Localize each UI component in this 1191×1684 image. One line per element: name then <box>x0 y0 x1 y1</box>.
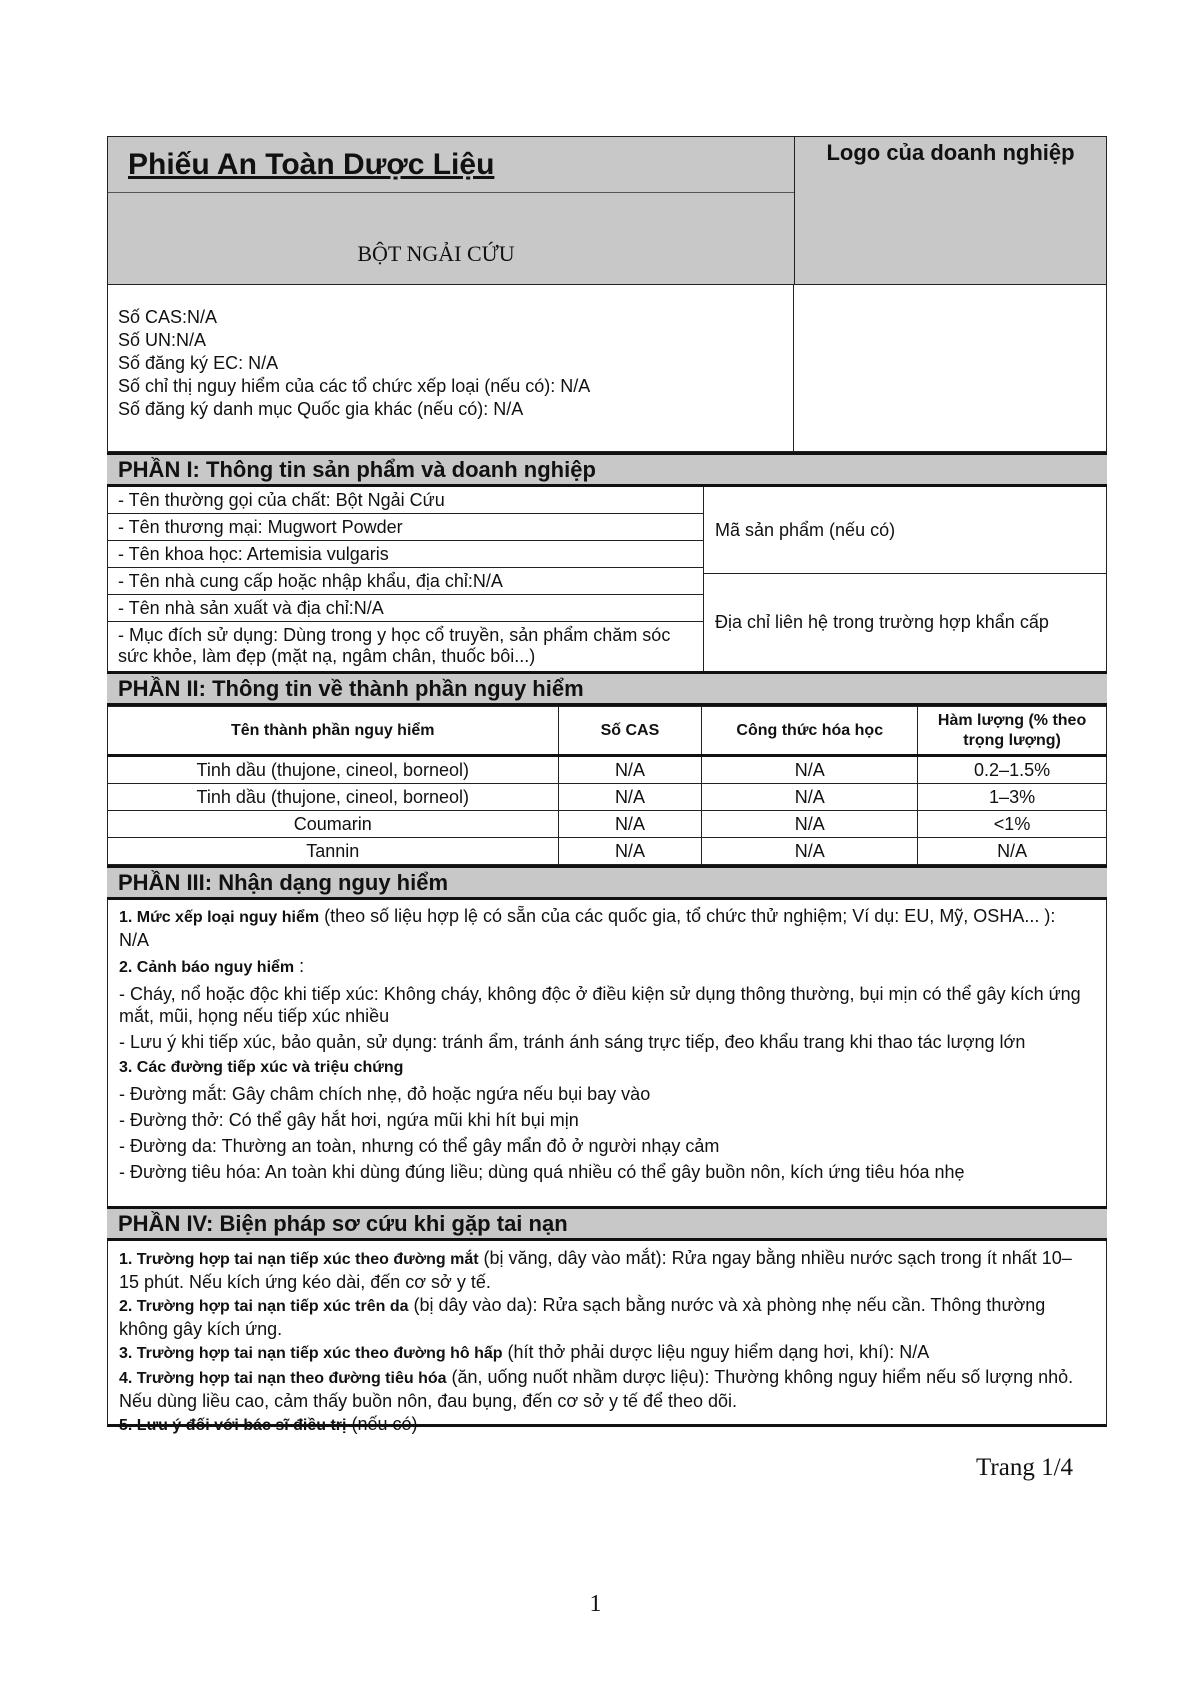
identifier-list <box>108 285 794 451</box>
part2-heading: PHẦN II: Thông tin về thành phần nguy hiểm <box>107 671 1107 706</box>
physician-note <box>119 1413 1088 1437</box>
col-formula: Công thức hóa học <box>702 707 918 756</box>
cell: N/A <box>702 756 918 784</box>
supplier: - Tên nhà cung cấp hoặc nhập khẩu, địa chỉ:N/A <box>108 568 703 595</box>
title-cell <box>108 137 794 193</box>
route-inhalation: - Đường thở: Có thể gây hắt hơi, ngứa mũi khi hít bụi mịn <box>119 1110 579 1130</box>
table-row <box>108 784 1107 811</box>
hazard-warning-colon: : <box>294 956 305 976</box>
col-component: Tên thành phần nguy hiểm <box>108 707 559 756</box>
cell: <1% <box>918 811 1107 838</box>
logo-placeholder: Logo của doanh nghiệp <box>795 137 1106 284</box>
part1-right <box>704 487 1106 671</box>
header <box>107 136 1107 285</box>
cell: N/A <box>918 838 1107 865</box>
header-left <box>108 137 795 284</box>
part3-heading: PHẦN III: Nhận dạng nguy hiểm <box>107 865 1107 900</box>
cell: N/A <box>558 838 702 865</box>
part1-heading: PHẦN I: Thông tin sản phẩm và doanh nghiệp <box>107 452 1107 487</box>
first-aid-skin <box>119 1294 1088 1340</box>
page-number: 1 <box>589 1591 602 1617</box>
physician-note-label: 5. Lưu ý đối với bác sĩ điều trị <box>119 1417 347 1434</box>
part4-body <box>107 1241 1107 1434</box>
col-cas: Số CAS <box>558 707 702 756</box>
trade-name: - Tên thương mại: Mugwort Powder <box>108 514 703 541</box>
identifier-right-blank <box>794 285 1106 451</box>
first-aid-inhalation-label: 3. Trường hợp tai nạn tiếp xúc theo đường hô hấp <box>119 1345 503 1362</box>
route-skin: - Đường da: Thường an toàn, nhưng có thể gây mẩn đỏ ở người nhạy cảm <box>119 1136 720 1156</box>
first-aid-skin-text: (bị dây vào da): Rửa sạch bằng nước và xà phòng nhẹ nếu cần. Thông thường không gây kích ứng. <box>119 1295 1046 1339</box>
first-aid-inhalation <box>119 1341 1088 1365</box>
classification-text: (theo số liệu hợp lệ có sẵn của các quốc gia, tổ chức thử nghiệm; Ví dụ: EU, Mỹ, OSHA... ): N/A <box>119 906 1056 950</box>
classification <box>119 905 1088 951</box>
fire-toxicity: - Cháy, nổ hoặc độc khi tiếp xúc: Không cháy, không độc ở điều kiện sử dụng thông thường, bụi mịn có thể gây kích ứng mắt, mũi, họng nếu tiếp xúc nhiều <box>119 984 1081 1026</box>
col-content: Hàm lượng (% theo trọng lượng) <box>918 707 1107 756</box>
classification-label: 1. Mức xếp loại nguy hiểm <box>119 909 320 926</box>
cell: N/A <box>558 756 702 784</box>
cell: N/A <box>558 811 702 838</box>
un-number: Số UN:N/A <box>118 330 207 350</box>
table-row <box>108 838 1107 865</box>
intended-use: - Mục đích sử dụng: Dùng trong y học cổ truyền, sản phẩm chăm sóc sức khỏe, làm đẹp (mặt nạ, ngâm chân, thuốc bôi...) <box>118 625 671 666</box>
cell: N/A <box>702 784 918 811</box>
part3-body <box>107 900 1107 1206</box>
exposure-routes-label: 3. Các đường tiếp xúc và triệu chứng <box>119 1059 404 1076</box>
handling-notes: - Lưu ý khi tiếp xúc, bảo quản, sử dụng: tránh ẩm, tránh ánh sáng trực tiếp, đeo khẩu trang khi thao tác lượng lớn <box>119 1032 1026 1052</box>
part1-left <box>108 487 704 671</box>
cell: N/A <box>702 838 918 865</box>
first-aid-ingestion-text: (ăn, uống nuốt nhầm dược liệu): Thường không nguy hiểm nếu số lượng nhỏ. Nếu dùng liều cao, cảm thấy buồn nôn, đau bụng, đến cơ sở y tế để theo dõi. <box>119 1367 1074 1411</box>
document-title: Phiếu An Toàn Dược Liệu <box>128 147 495 181</box>
first-aid-eye <box>119 1247 1088 1293</box>
hazard-index: Số chỉ thị nguy hiểm của các tổ chức xếp loại (nếu có): N/A <box>118 376 591 396</box>
part4-heading: PHẦN IV: Biện pháp sơ cứu khi gặp tai nạn <box>107 1206 1107 1241</box>
cell: Tinh dầu (thujone, cineol, borneol) <box>108 784 559 811</box>
table-header <box>108 707 1107 756</box>
page-counter: Trang 1/4 <box>976 1454 1074 1481</box>
cas-number: Số CAS:N/A <box>118 307 218 327</box>
identifier-box <box>107 285 1107 452</box>
cell: N/A <box>558 784 702 811</box>
safety-data-sheet <box>107 136 1107 1434</box>
route-ingestion: - Đường tiêu hóa: An toàn khi dùng đúng liều; dùng quá nhiều có thể gây buồn nôn, kích ứng tiêu hóa nhẹ <box>119 1162 965 1182</box>
first-aid-inhalation-text: (hít thở phải dược liệu nguy hiểm dạng hơi, khí): N/A <box>502 1342 930 1362</box>
cell: N/A <box>702 811 918 838</box>
product-code: Mã sản phẩm (nếu có) <box>704 487 1106 574</box>
national-registry: Số đăng ký danh mục Quốc gia khác (nếu có): N/A <box>118 399 524 419</box>
product-name: BỘT NGẢI CỨU <box>108 193 794 284</box>
cell: 1–3% <box>918 784 1107 811</box>
first-aid-eye-text: (bị văng, dây vào mắt): Rửa ngay bằng nhiều nước sạch trong ít nhất 10–15 phút. Nếu kích ứng kéo dài, đến cơ sở y tế. <box>119 1248 1072 1292</box>
cell: Tannin <box>108 838 559 865</box>
manufacturer: - Tên nhà sản xuất và địa chỉ:N/A <box>108 595 703 622</box>
route-eye: - Đường mắt: Gây châm chích nhẹ, đỏ hoặc ngứa nếu bụi bay vào <box>119 1084 651 1104</box>
cell: Tinh dầu (thujone, cineol, borneol) <box>108 756 559 784</box>
ec-number: Số đăng ký EC: N/A <box>118 353 279 373</box>
first-aid-ingestion <box>119 1366 1088 1412</box>
part1-table <box>107 487 1107 671</box>
physician-note-text: (nếu có) <box>346 1414 418 1434</box>
cell: Coumarin <box>108 811 559 838</box>
hazard-warning-label: 2. Cảnh báo nguy hiểm <box>119 959 295 976</box>
first-aid-skin-label: 2. Trường hợp tai nạn tiếp xúc trên da <box>119 1298 409 1315</box>
table-row <box>108 756 1107 784</box>
emergency-contact: Địa chỉ liên hệ trong trường hợp khẩn cấp <box>715 612 1049 632</box>
table-row <box>108 811 1107 838</box>
first-aid-ingestion-label: 4. Trường hợp tai nạn theo đường tiêu hóa <box>119 1370 447 1387</box>
scientific-name: - Tên khoa học: Artemisia vulgaris <box>108 541 703 568</box>
first-aid-eye-label: 1. Trường hợp tai nạn tiếp xúc theo đường mắt <box>119 1251 479 1268</box>
hazard-warning <box>119 955 1088 979</box>
cell: 0.2–1.5% <box>918 756 1107 784</box>
common-name: - Tên thường gọi của chất: Bột Ngải Cứu <box>108 487 703 514</box>
hazard-components-table <box>107 706 1107 865</box>
